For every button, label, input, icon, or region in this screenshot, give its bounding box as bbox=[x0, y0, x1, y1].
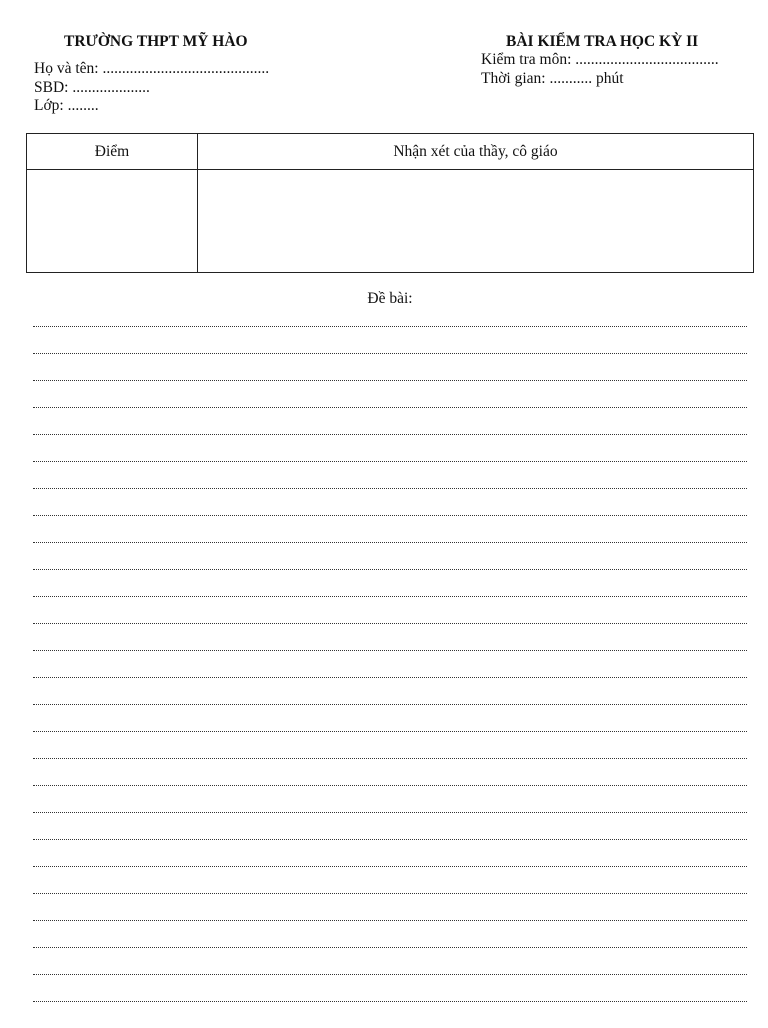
answer-line bbox=[33, 515, 747, 542]
answer-line bbox=[33, 650, 747, 677]
answer-line bbox=[33, 866, 747, 893]
answer-line bbox=[33, 947, 747, 974]
answer-line bbox=[33, 623, 747, 650]
class-field: Lớp: ........ bbox=[34, 97, 99, 114]
answer-line bbox=[33, 704, 747, 731]
answer-line bbox=[33, 488, 747, 515]
answer-line bbox=[33, 596, 747, 623]
answer-line bbox=[33, 353, 747, 380]
exam-details bbox=[481, 51, 761, 88]
duration-field: Thời gian: ........... phút bbox=[481, 69, 624, 87]
score-table bbox=[26, 133, 754, 273]
prompt-label: Đề bài: bbox=[367, 290, 413, 307]
answer-line bbox=[33, 326, 747, 353]
exam-info-block bbox=[481, 33, 761, 88]
exam-title: BÀI KIỂM TRA HỌC KỲ II bbox=[506, 33, 699, 50]
answer-line bbox=[33, 758, 747, 785]
score-table-body-row bbox=[27, 170, 754, 273]
answer-line bbox=[33, 380, 747, 407]
student-info bbox=[34, 60, 354, 116]
comment-header: Nhận xét của thầy, cô giáo bbox=[198, 134, 754, 170]
answer-line bbox=[33, 920, 747, 947]
answer-line bbox=[33, 974, 747, 1001]
answer-line bbox=[33, 785, 747, 812]
comment-cell bbox=[198, 170, 754, 273]
answer-line bbox=[33, 461, 747, 488]
score-cell bbox=[27, 170, 198, 273]
answer-line bbox=[33, 812, 747, 839]
student-name-field: Họ và tên: ........................................... bbox=[34, 60, 270, 77]
answer-lines bbox=[33, 326, 747, 1028]
answer-line bbox=[33, 434, 747, 461]
score-header: Điểm bbox=[27, 134, 198, 170]
answer-line bbox=[33, 839, 747, 866]
school-info-block bbox=[34, 33, 354, 116]
candidate-number-field: SBD: .................... bbox=[34, 78, 150, 96]
answer-line bbox=[33, 407, 747, 434]
answer-line bbox=[33, 893, 747, 920]
answer-line bbox=[33, 677, 747, 704]
answer-line bbox=[33, 569, 747, 596]
subject-field: Kiểm tra môn: ..................................... bbox=[481, 51, 719, 68]
school-name: TRƯỜNG THPT MỸ HÀO bbox=[64, 33, 248, 50]
answer-line bbox=[33, 542, 747, 569]
score-table-header-row bbox=[27, 134, 754, 170]
answer-line bbox=[33, 731, 747, 758]
